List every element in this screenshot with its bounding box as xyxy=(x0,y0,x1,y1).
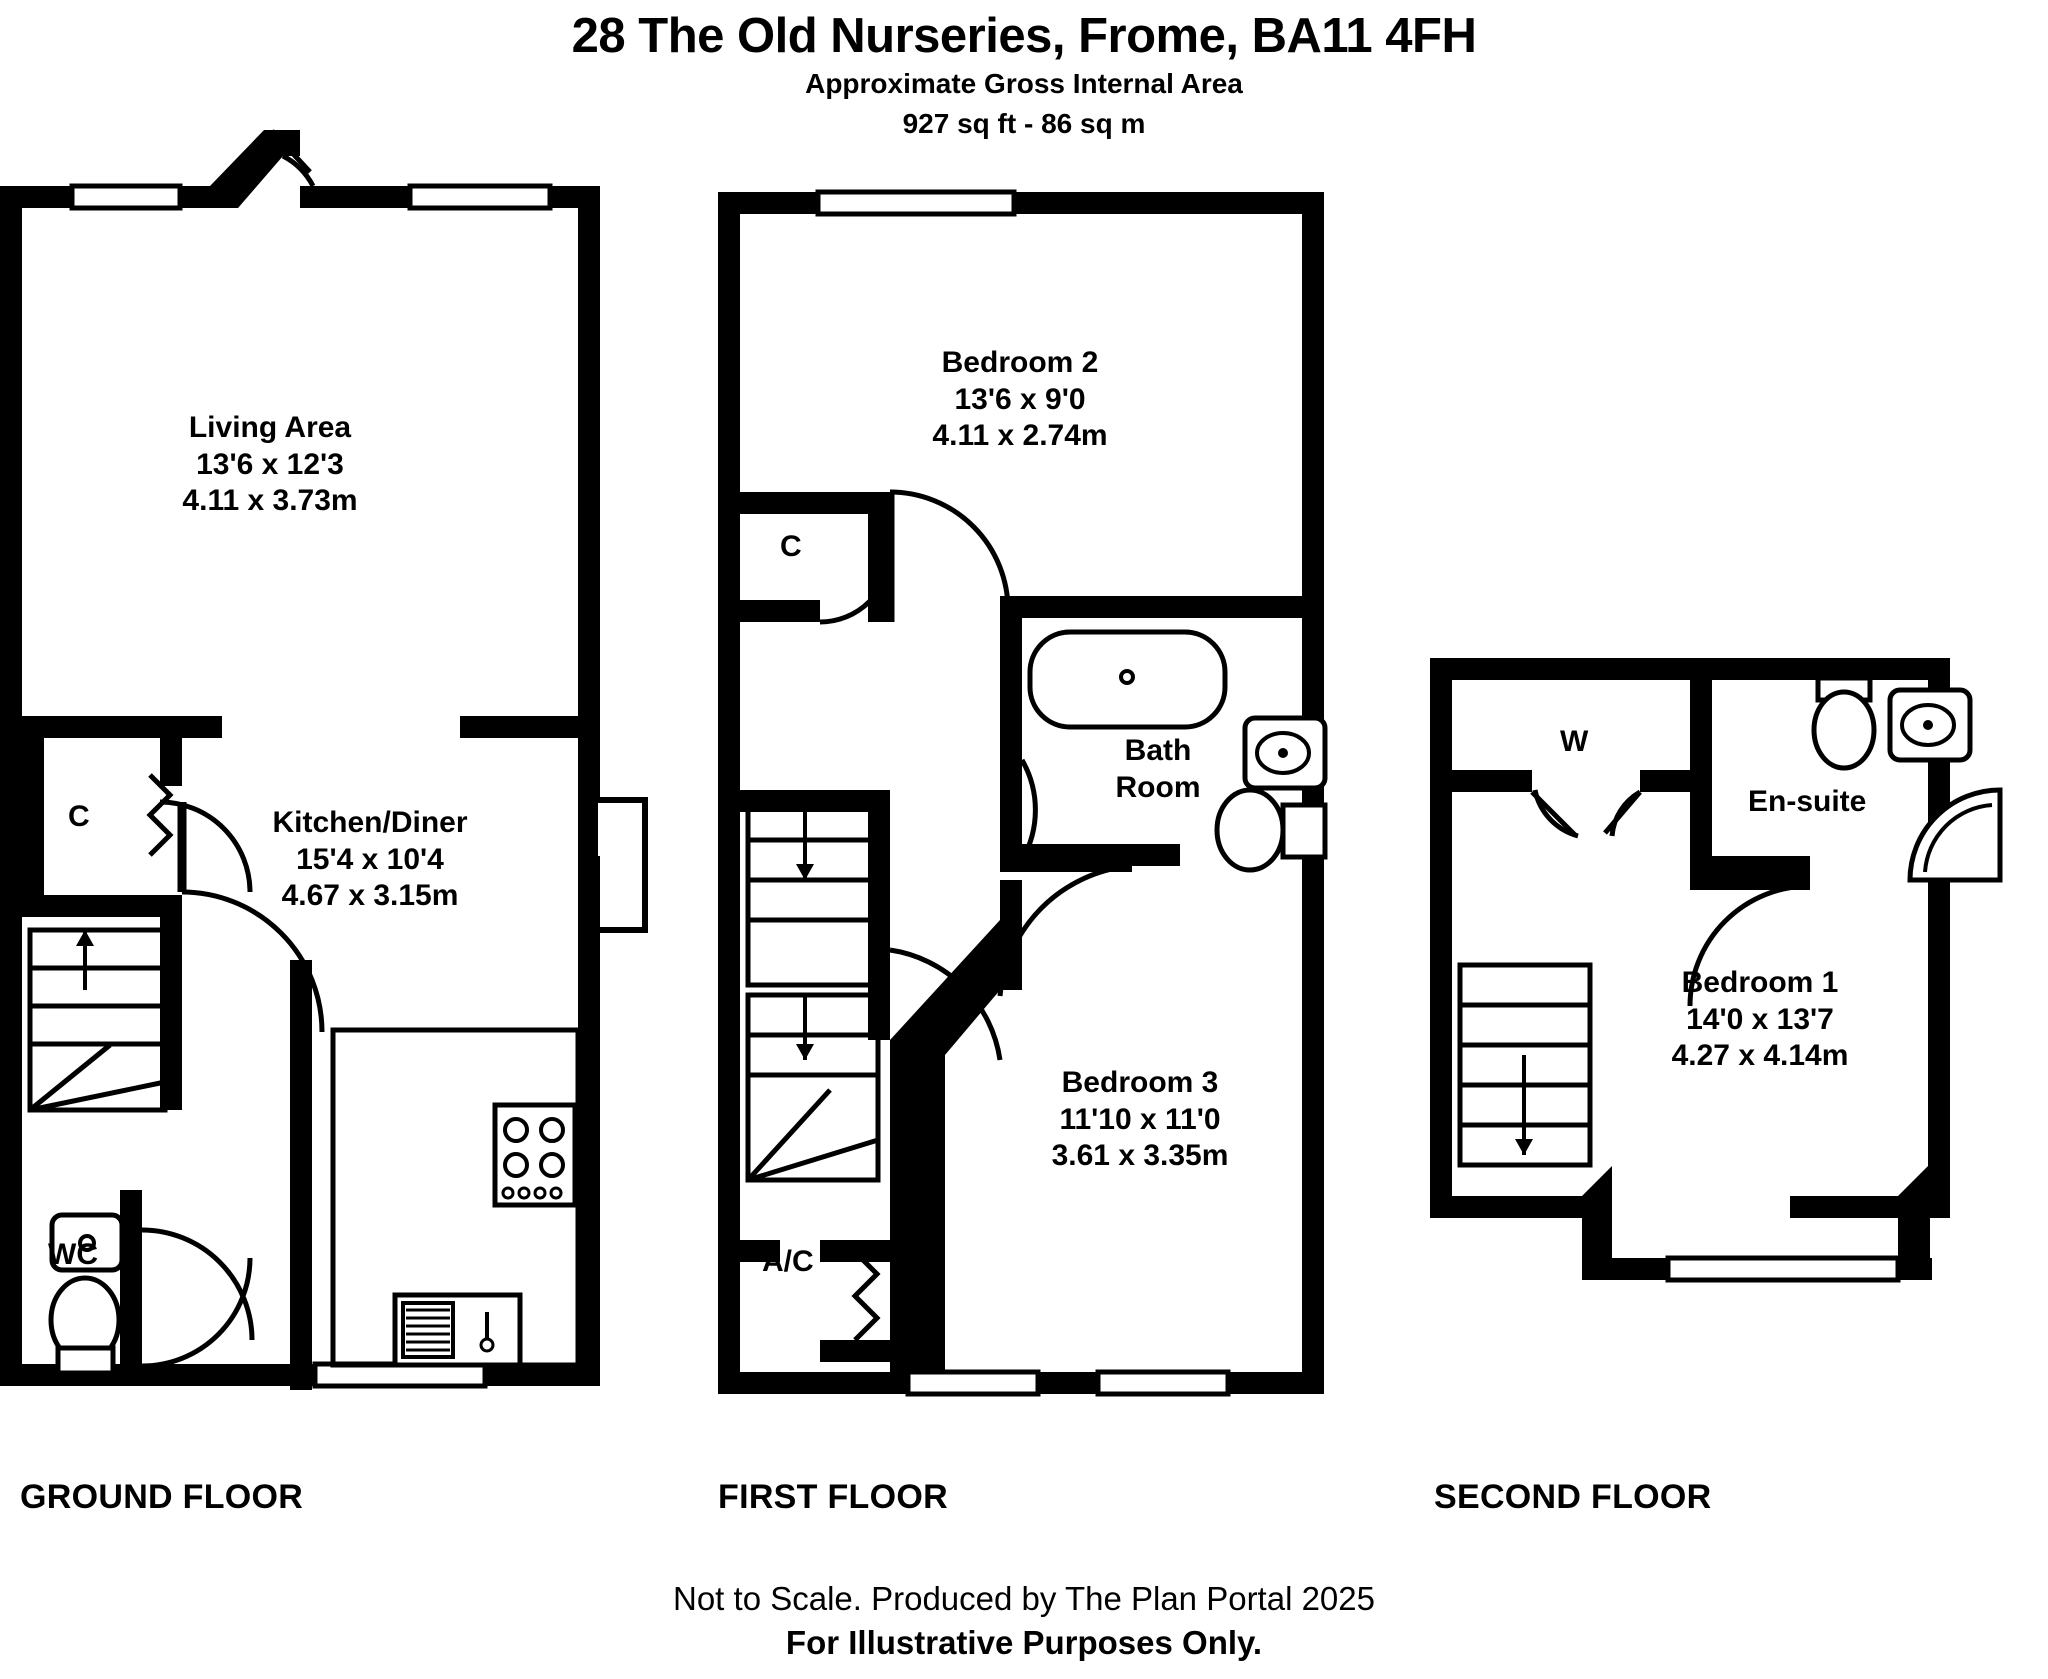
room-dim-metric: 4.11 x 2.74m xyxy=(932,419,1108,453)
closet-label-first: C xyxy=(780,530,802,563)
room-label-bedroom-1 xyxy=(1600,965,1920,1075)
room-name: Living Area xyxy=(188,411,352,444)
area-value: 927 sq ft - 86 sq m xyxy=(902,108,1146,139)
first-floor-caption: FIRST FLOOR xyxy=(718,1478,948,1516)
closet-label-ground: C xyxy=(68,800,90,833)
ground-floor-plan xyxy=(0,130,645,1390)
room-dim-metric: 4.27 x 4.14m xyxy=(1671,1039,1849,1073)
kitchen-fixtures xyxy=(333,1030,578,1365)
footer-illustrative-note: For Illustrative Purposes Only. xyxy=(785,1624,1263,1661)
page-title: 28 The Old Nurseries, Frome, BA11 4FH xyxy=(571,9,1477,63)
second-floor-caption: SECOND FLOOR xyxy=(1434,1478,1712,1516)
room-dim-imperial: 14'0 x 13'7 xyxy=(1686,1002,1834,1036)
room-name: Bedroom 2 xyxy=(941,346,1099,379)
room-name: Kitchen/Diner xyxy=(272,806,468,839)
room-label-bath-room xyxy=(1078,733,1238,806)
room-dim-imperial: 15'4 x 10'4 xyxy=(296,842,444,876)
room-dim-imperial: 13'6 x 9'0 xyxy=(954,382,1086,416)
ensuite-fixtures xyxy=(1814,678,2000,880)
room-label-en-suite: En-suite xyxy=(1748,785,1867,818)
area-subtitle: Approximate Gross Internal Area xyxy=(805,68,1243,99)
footer-disclaimer: Not to Scale. Produced by The Plan Portal 2025 xyxy=(673,1580,1375,1617)
room-label-kitchen-diner xyxy=(220,805,520,915)
room-dim-imperial: 13'6 x 12'3 xyxy=(196,447,344,481)
bath-room-line-2: Room xyxy=(1115,770,1201,804)
room-label-bedroom-3 xyxy=(1000,1065,1280,1175)
wc-label: WC xyxy=(48,1238,98,1271)
room-name: Bedroom 1 xyxy=(1681,966,1839,999)
bath-room-line-1: Bath xyxy=(1124,734,1192,767)
room-label-living-area xyxy=(110,410,430,520)
room-label-bedroom-2 xyxy=(860,345,1180,455)
ground-floor-caption: GROUND FLOOR xyxy=(20,1478,304,1516)
room-dim-imperial: 11'10 x 11'0 xyxy=(1059,1102,1221,1136)
wardrobe-label: W xyxy=(1560,725,1589,758)
ground-stairs xyxy=(30,930,165,1110)
room-dim-metric: 4.67 x 3.15m xyxy=(281,879,459,913)
room-name: Bedroom 3 xyxy=(1061,1066,1219,1099)
airing-cupboard-label: A/C xyxy=(762,1245,814,1278)
second-stairs xyxy=(1460,965,1590,1165)
room-dim-metric: 4.11 x 3.73m xyxy=(182,484,358,518)
first-stairs xyxy=(748,800,878,1180)
room-dim-metric: 3.61 x 3.35m xyxy=(1051,1139,1229,1173)
